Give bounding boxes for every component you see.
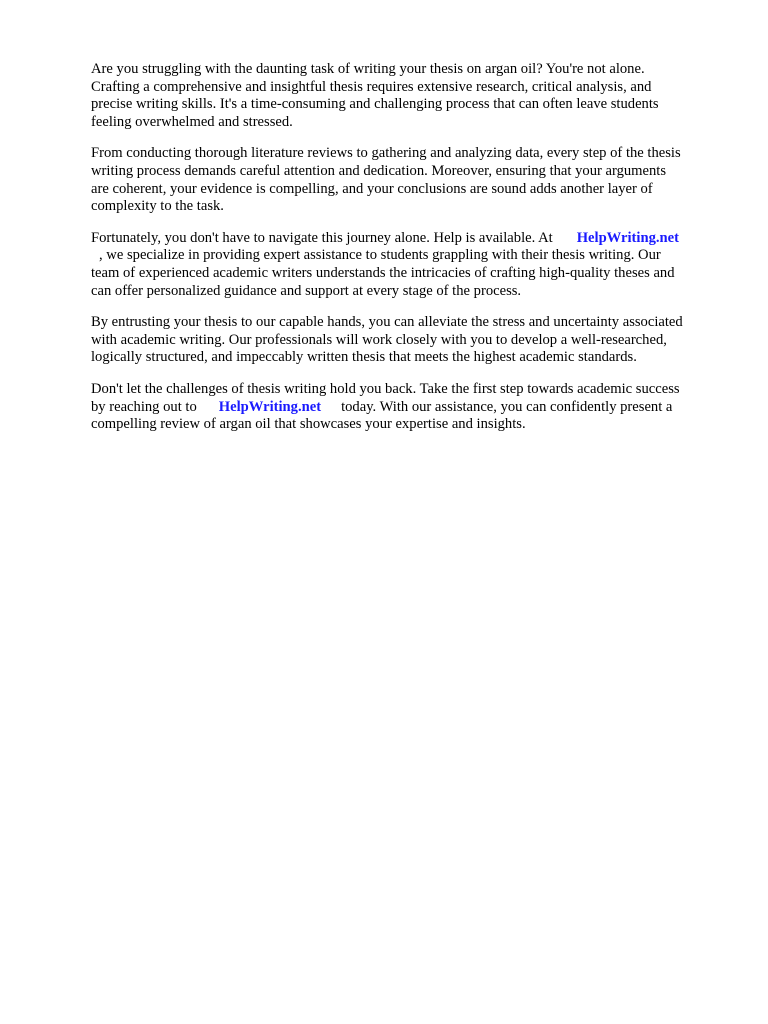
paragraph-help-rest: , we specialize in providing expert assistance to students grappling with their thesis writing. Our team of experienced academic writers understands the intricacies of crafting high-quality theses and can offer personalized guidance and support at every stage of the process. xyxy=(91,247,675,299)
paragraph-closing xyxy=(91,381,723,434)
paragraph-entrust: By entrusting your thesis to our capable hands, you can alleviate the stress and uncertainty associated with academic writing. Our professionals will work closely with you to develop a well-researched, logically structured, and impeccably written thesis that meets the highest academic standards. xyxy=(91,314,683,366)
paragraph-help xyxy=(91,230,723,300)
helpwriting-link[interactable]: HelpWriting.net xyxy=(576,229,679,246)
paragraph-process: From conducting thorough literature reviews to gathering and analyzing data, every step of the thesis writing process demands careful attention and dedication. Moreover, ensuring that your arguments are coherent, your evidence is compelling, and your conclusions are sound adds another layer of complexity to the task. xyxy=(91,145,681,215)
paragraph-closing-rest: today. With our assistance, you can confidently present a compelling review of argan oil that showcases your expertise and insights. xyxy=(91,398,673,433)
document-body xyxy=(91,61,723,434)
paragraph-help-lead: Fortunately, you don't have to navigate this journey alone. Help is available. At xyxy=(91,229,553,246)
paragraph-closing-lead: Don't let the challenges of thesis writing hold you back. Take the first step towards academic success by reaching out to xyxy=(91,380,680,415)
helpwriting-link-2[interactable]: HelpWriting.net xyxy=(218,398,322,415)
paragraph-intro: Are you struggling with the daunting task of writing your thesis on argan oil? You're not alone. Crafting a comprehensive and insightful thesis requires extensive research, critical analysis, and precise writing skills. It's a time-consuming and challenging process that can often leave students feeling overwhelmed and stressed. xyxy=(91,61,659,130)
